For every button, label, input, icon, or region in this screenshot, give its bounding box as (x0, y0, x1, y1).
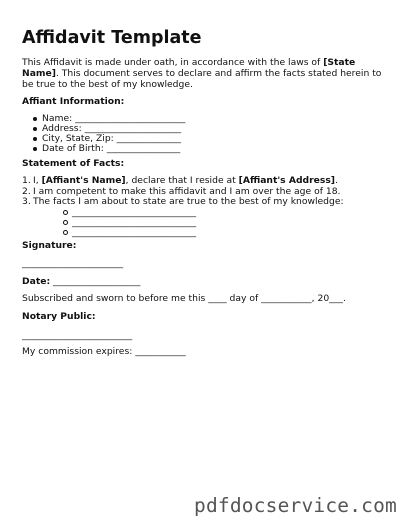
fact-item (22, 196, 344, 237)
city-state-zip-field: City, State, Zip: ______________ (42, 133, 185, 143)
fact-item (22, 186, 344, 197)
statement-of-facts-heading: Statement of Facts: (22, 158, 125, 169)
notary-public-heading: Notary Public: (22, 311, 96, 322)
state-name-placeholder: [State Name] (22, 57, 356, 79)
fact-item (22, 175, 344, 186)
facts-list (22, 175, 344, 237)
name-field: Name: ________________________ (42, 113, 186, 124)
date-of-birth-field: Date of Birth: ________________ (42, 143, 185, 153)
sworn-statement: Subscribed and sworn to before me this ____ day of ___________, 20___. (22, 293, 346, 304)
fact-number: 1. (22, 175, 31, 186)
date-line: ___________________ (50, 276, 141, 287)
intro-text-part2: . This document serves to declare and affirm the facts stated herein to be true to the best of my knowledge. (22, 68, 382, 90)
document-title: Affidavit Template (22, 28, 202, 48)
site-watermark: pdfdocservice.com (194, 494, 397, 517)
affiant-information-heading: Affiant Information: (22, 96, 125, 107)
notary-signature-line: ________________________ (22, 330, 133, 341)
signature-line: ______________________ (22, 258, 124, 269)
fact-number: 2. (22, 185, 31, 197)
fact-number: 3. (22, 196, 31, 207)
signature-heading: Signature: (22, 240, 77, 251)
address-field: Address: _____________________ (42, 123, 185, 133)
intro-text-part1: This Affidavit is made under oath, in accordance with the laws of (22, 57, 324, 68)
fact-text: . (335, 175, 338, 186)
fact-text: I, (33, 175, 42, 186)
affiant-fields-list (22, 113, 185, 153)
commission-expires-field: My commission expires: ___________ (22, 346, 186, 357)
date-label: Date: (22, 276, 51, 287)
facts-sub-list (33, 207, 344, 237)
affiant-address-placeholder: [Affiant's Address] (238, 175, 336, 186)
fact-text: , declare that I reside at (125, 175, 239, 186)
fact-blank-line: ___________________________ (72, 227, 344, 237)
intro-paragraph (22, 57, 388, 90)
fact-text: I am competent to make this affidavit and I am over the age of 18. (33, 185, 341, 197)
fact-blank-line: ___________________________ (72, 217, 344, 227)
fact-text: The facts I am about to state are true to the best of my knowledge: (33, 196, 344, 207)
fact-blank-line: ___________________________ (72, 207, 344, 217)
affiant-name-placeholder: [Affiant's Name] (41, 175, 126, 186)
date-field (22, 276, 140, 287)
